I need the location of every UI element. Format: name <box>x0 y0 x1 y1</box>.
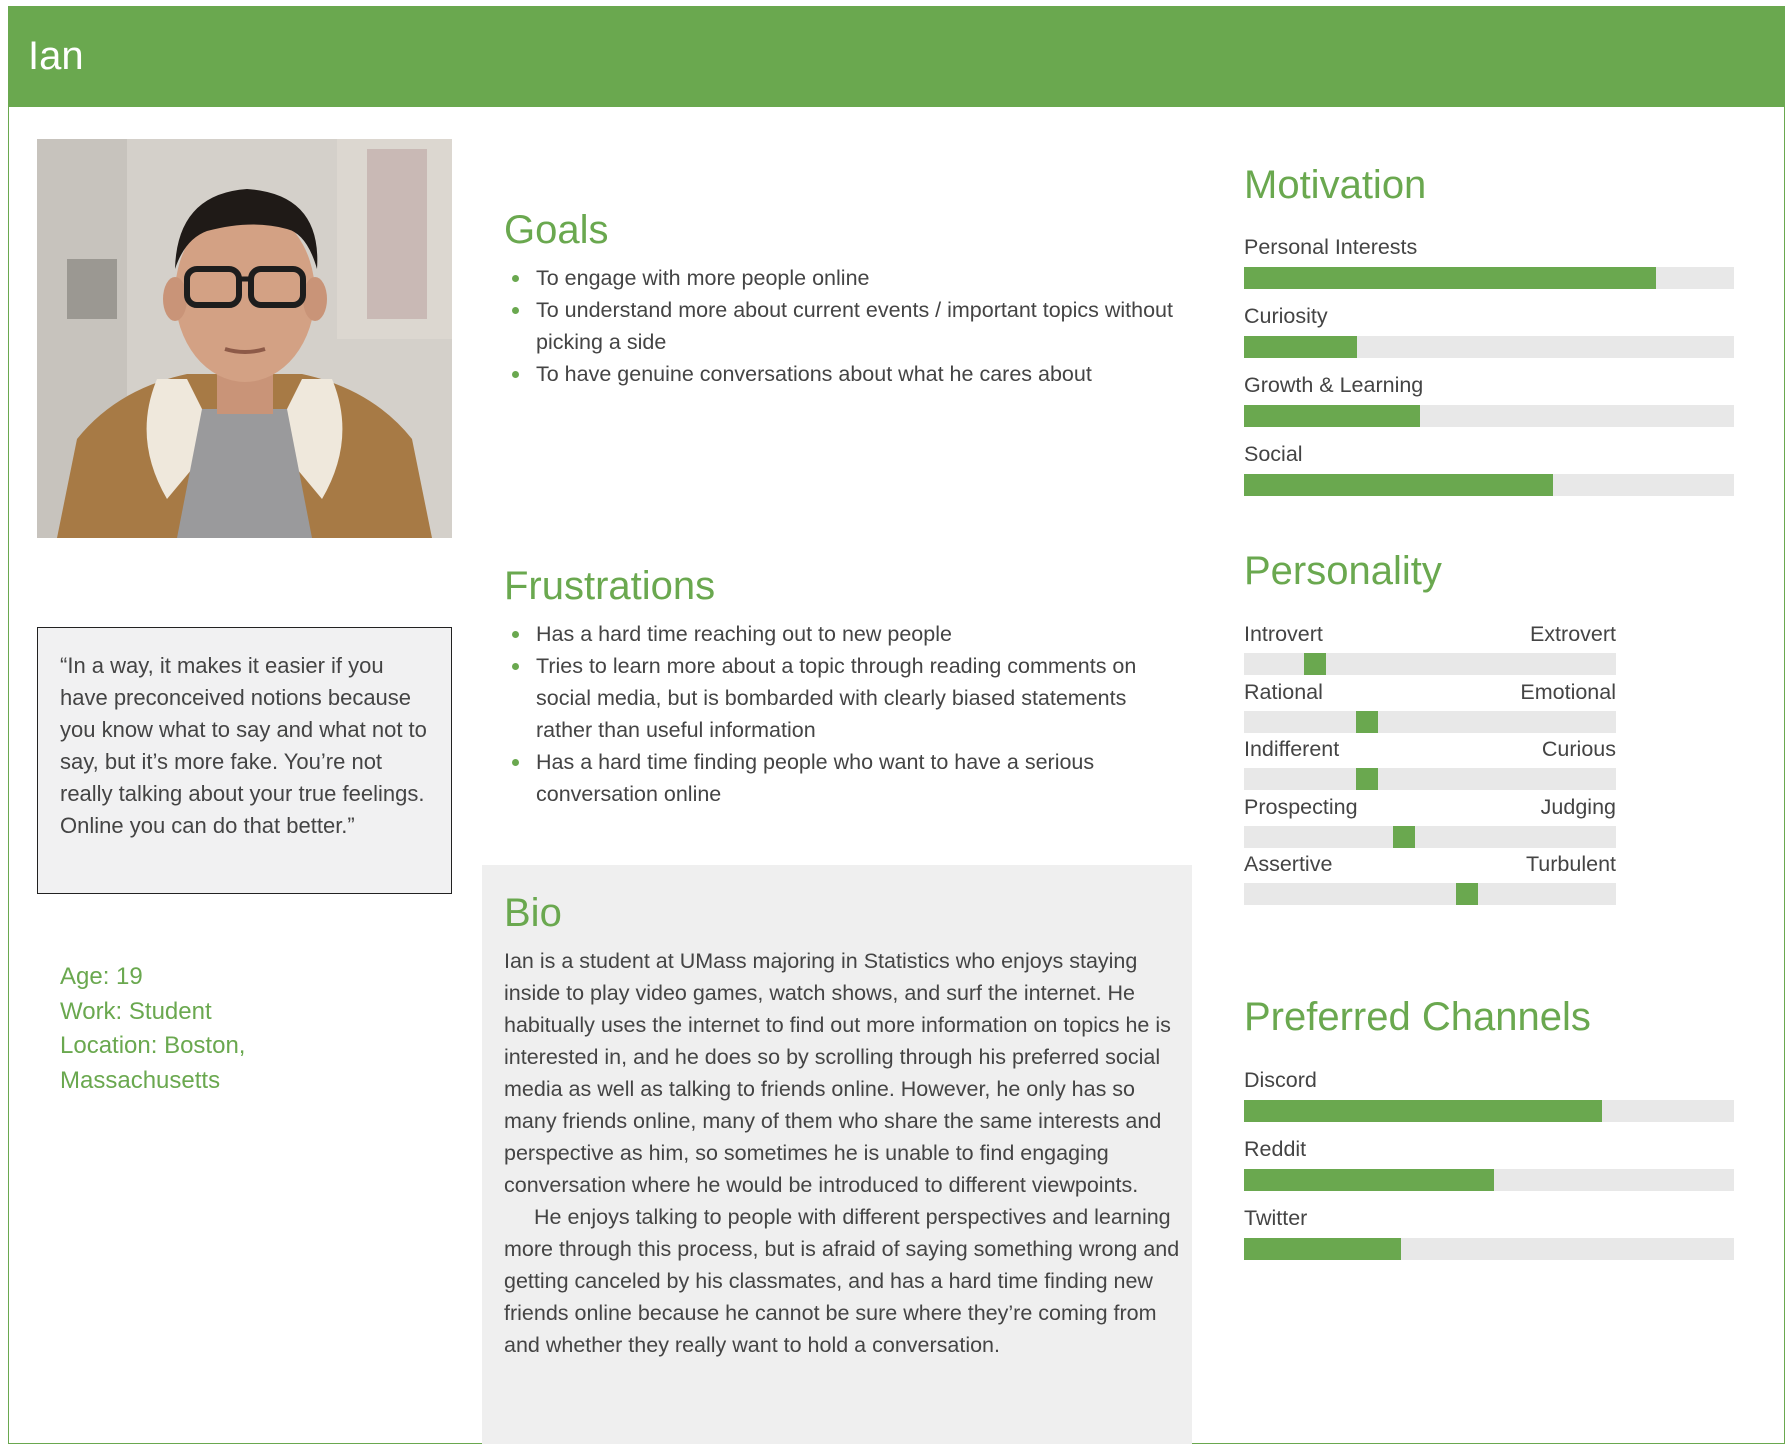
channel-item <box>1244 1135 1734 1191</box>
scale-track <box>1244 711 1616 733</box>
personality-row <box>1244 620 1616 678</box>
location-text: Location: Boston, <box>60 1032 246 1059</box>
frustrations-list <box>504 618 1184 810</box>
scale-track <box>1244 653 1616 675</box>
scale-track <box>1244 883 1616 905</box>
list-item: Tries to learn more about a topic through reading comments on social media, but is bombarded with clearly biased statements rather than useful information <box>504 650 1184 746</box>
bio-text <box>504 945 1184 1361</box>
bar-track <box>1244 1238 1734 1260</box>
motivation-item <box>1244 233 1734 289</box>
goals-heading: Goals <box>504 208 609 252</box>
scale-track <box>1244 768 1616 790</box>
bio-paragraph: He enjoys talking to people with different perspectives and learning more through this process, but is afraid of saying something wrong and getting canceled by his classmates, and has a hard time finding new friends online because he cannot be sure where they’re coming from and whether they really want to hold a conversation. <box>504 1205 1180 1357</box>
bar-fill <box>1244 1100 1602 1122</box>
bio-heading: Bio <box>504 891 562 935</box>
persona-details <box>60 960 245 1098</box>
bar-label: Reddit <box>1244 1137 1307 1161</box>
scale-left-label: Prospecting <box>1244 794 1358 819</box>
scale-marker <box>1456 883 1478 905</box>
personality-row <box>1244 735 1616 793</box>
motivation-item <box>1244 371 1734 427</box>
scale-right-label: Extrovert <box>1529 622 1616 646</box>
scale-right-label: Curious <box>1541 737 1616 761</box>
bar-label: Twitter <box>1244 1206 1308 1230</box>
motivation-item <box>1244 302 1734 358</box>
age-text: Age: 19 <box>60 963 143 990</box>
scale-right-label: Emotional <box>1520 679 1616 704</box>
bar-track <box>1244 1169 1734 1191</box>
scale-left-label: Assertive <box>1244 852 1333 876</box>
bar-fill <box>1244 1238 1401 1260</box>
bar-label: Personal Interests <box>1244 235 1418 259</box>
quote-box <box>37 627 452 894</box>
bar-fill <box>1244 474 1553 496</box>
scale-left-label: Introvert <box>1244 622 1323 646</box>
scale-marker <box>1304 653 1326 675</box>
list-item: To have genuine conversations about what he cares about <box>504 358 1184 390</box>
bar-track <box>1244 1100 1734 1122</box>
motivation-item <box>1244 440 1734 496</box>
bar-fill <box>1244 1169 1494 1191</box>
motivation-heading: Motivation <box>1244 163 1427 207</box>
goals-list <box>504 262 1184 390</box>
channel-bars <box>1244 1066 1734 1273</box>
scale-marker <box>1356 768 1378 790</box>
scale-marker <box>1393 826 1415 848</box>
scale-track <box>1244 826 1616 848</box>
bar-label: Growth & Learning <box>1244 373 1424 397</box>
channel-item <box>1244 1204 1734 1260</box>
bar-fill <box>1244 267 1656 289</box>
persona-photo <box>37 139 452 538</box>
bar-label: Discord <box>1244 1068 1317 1092</box>
motivation-bars <box>1244 233 1734 509</box>
scale-right-label: Judging <box>1540 794 1616 819</box>
frustrations-heading: Frustrations <box>504 564 716 608</box>
scale-left-label: Rational <box>1244 679 1323 704</box>
persona-name: Ian <box>28 34 84 78</box>
list-item: To engage with more people online <box>504 262 1184 294</box>
scale-marker <box>1356 711 1378 733</box>
header-bar <box>8 6 1785 107</box>
bar-track <box>1244 405 1734 427</box>
list-item: Has a hard time finding people who want to have a serious conversation online <box>504 746 1184 810</box>
work-text: Work: Student <box>60 997 212 1025</box>
bar-track <box>1244 267 1734 289</box>
bio-paragraph: Ian is a student at UMass majoring in Statistics who enjoys staying inside to play video games, watch shows, and surf the internet. He habitually uses the internet to find out more information on topics he is interested in, and he does so by scrolling through his preferred social media as well as talking to friends online. However, he only has so many friends online, many of them who share the same interests and perspective as him, so sometimes he is unable to find engaging conversation where he would be introduced to different viewpoints. <box>504 949 1171 1197</box>
location-text-cont: Massachusetts <box>60 1066 221 1094</box>
list-item: To understand more about current events / important topics without picking a side <box>504 294 1184 358</box>
personality-row <box>1244 850 1616 908</box>
bar-fill <box>1244 336 1357 358</box>
bar-track <box>1244 336 1734 358</box>
scale-right-label: Turbulent <box>1525 852 1616 876</box>
scale-left-label: Indifferent <box>1244 737 1340 761</box>
personality-row <box>1244 678 1616 736</box>
personality-scales <box>1244 620 1616 908</box>
bar-fill <box>1244 405 1420 427</box>
list-item: Has a hard time reaching out to new people <box>504 618 1184 650</box>
channels-heading: Preferred Channels <box>1244 995 1591 1039</box>
bar-track <box>1244 474 1734 496</box>
bar-label: Curiosity <box>1244 304 1328 328</box>
portrait-illustration <box>37 139 452 538</box>
channel-item <box>1244 1066 1734 1122</box>
bar-label: Social <box>1244 442 1303 466</box>
quote-text: “In a way, it makes it easier if you have preconceived notions because you know what to say and what not to say, but it’s more fake. You’re not really talking about your true feelings. Online you can do that better.” <box>60 653 427 838</box>
personality-row <box>1244 793 1616 851</box>
personality-heading: Personality <box>1244 549 1442 593</box>
